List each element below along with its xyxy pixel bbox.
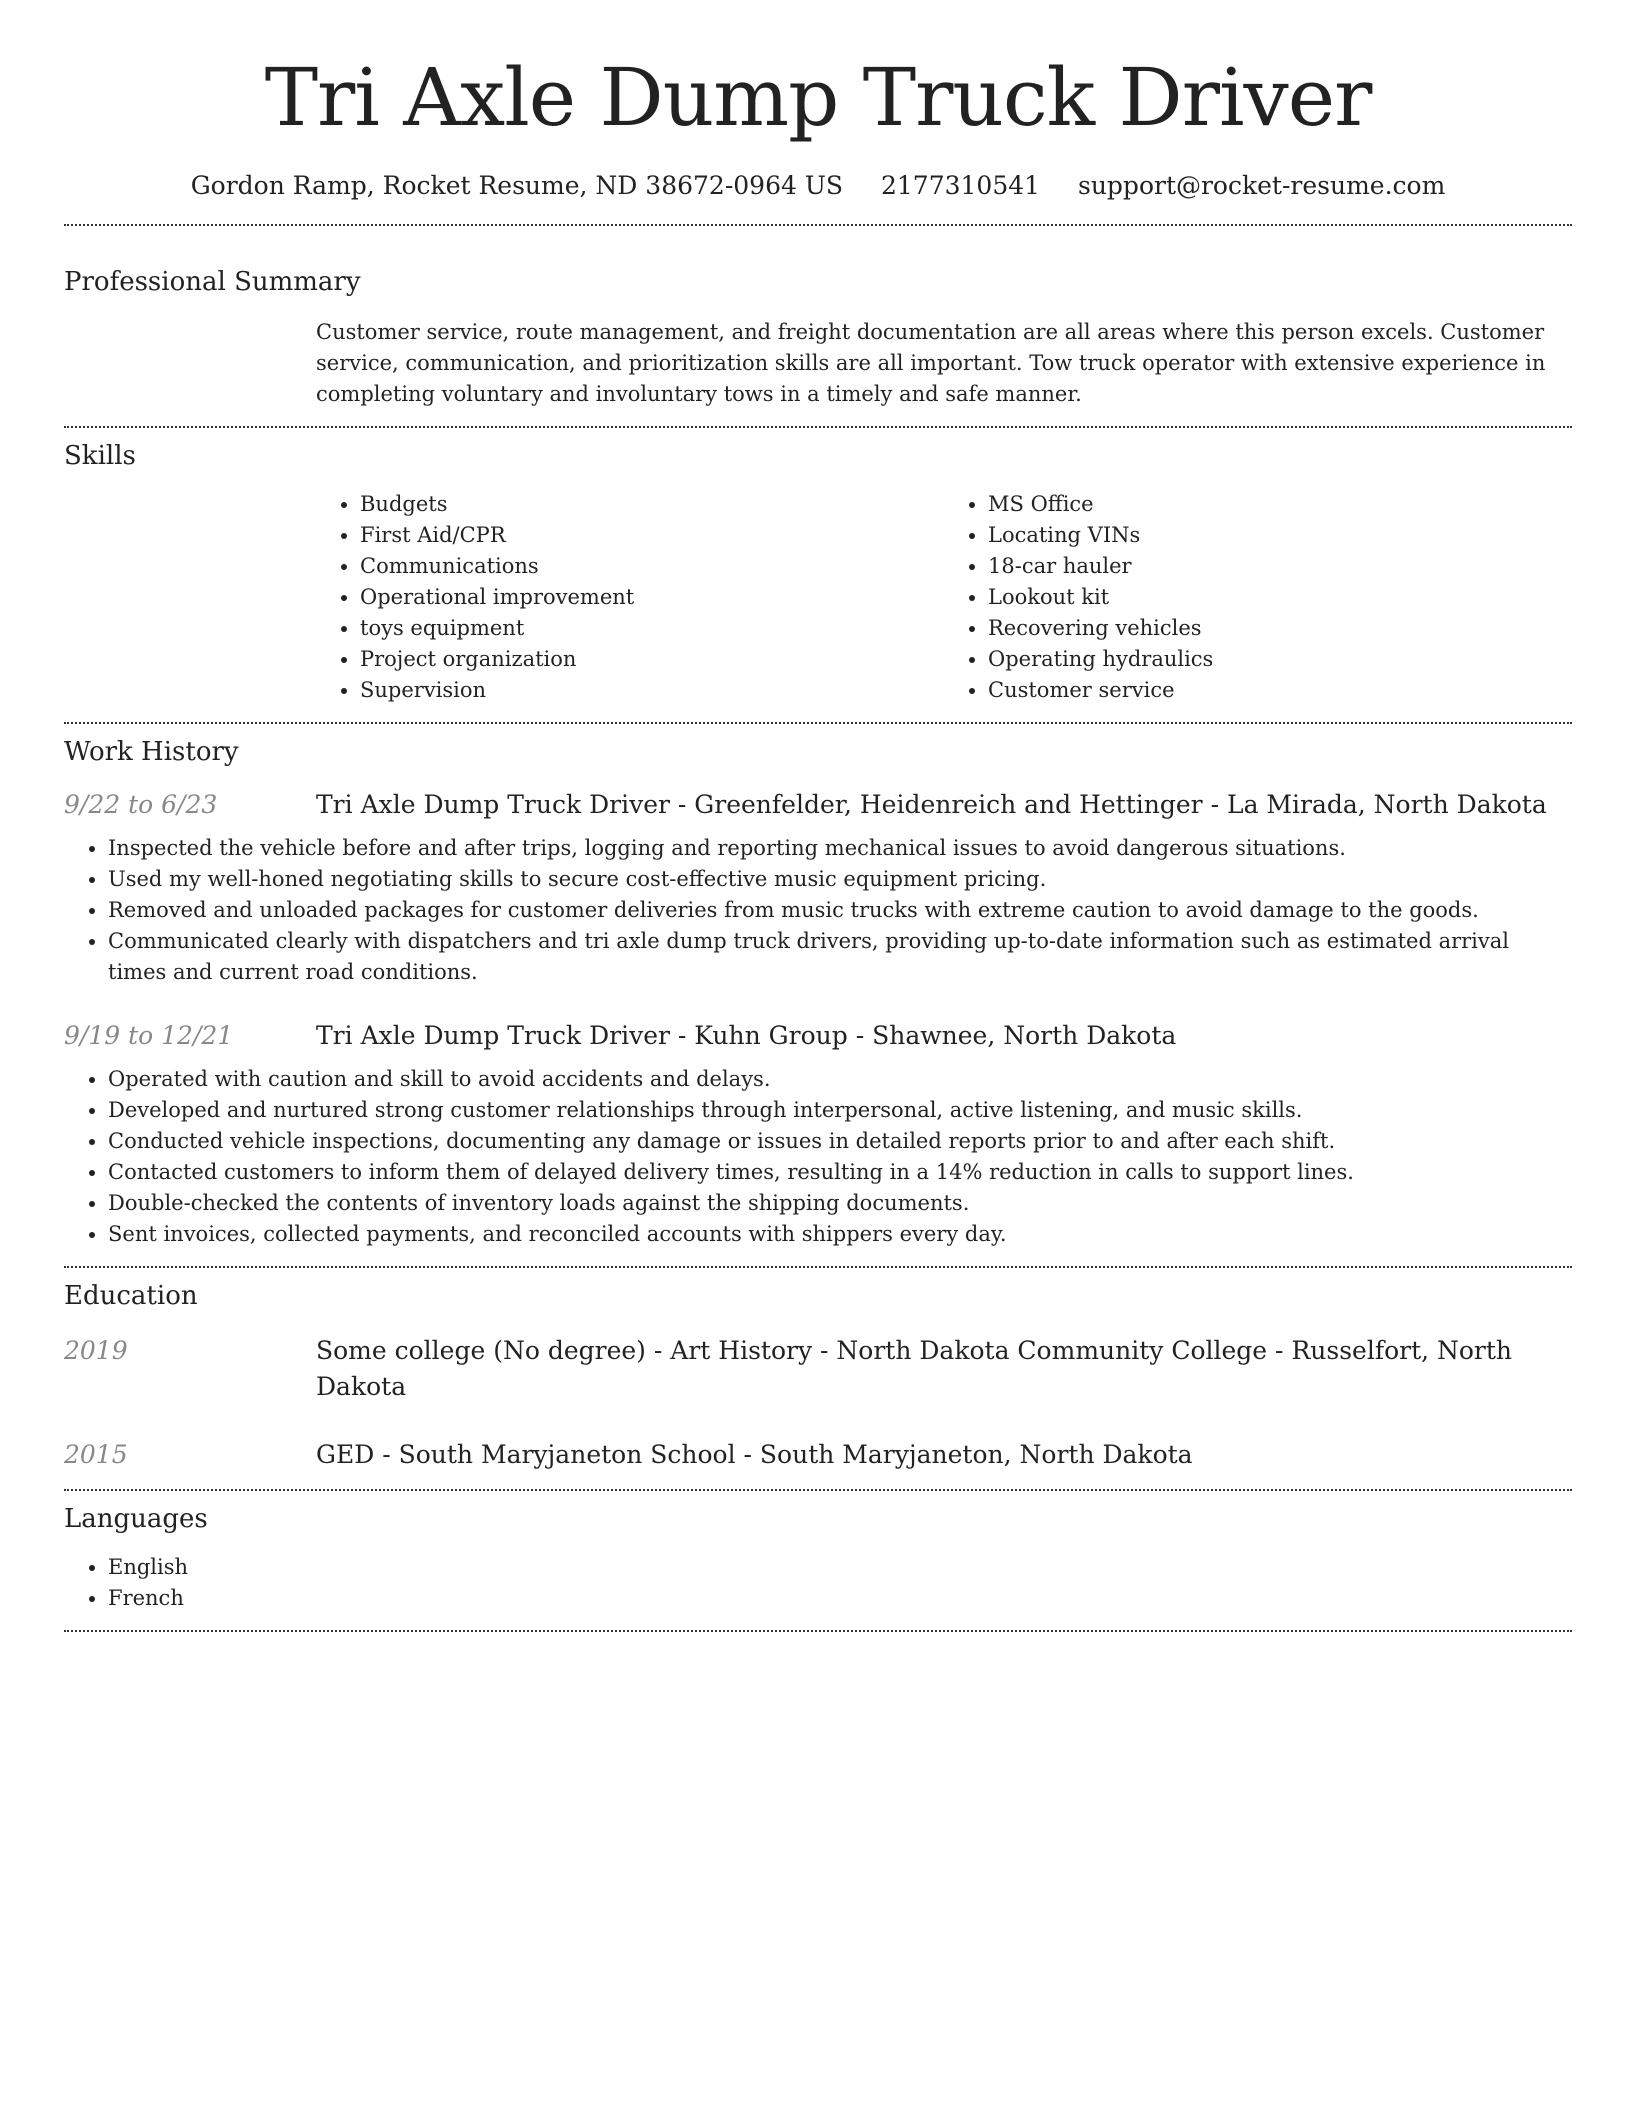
- job-location: La Mirada, North Dakota: [1226, 790, 1547, 819]
- skill-item: • toys equipment: [360, 613, 944, 644]
- education-entry: [64, 1333, 1572, 1405]
- skill-item: • Communications: [360, 551, 944, 582]
- summary-text: Customer service, route management, and freight documentation are all areas where this person excels. Customer service, communication, and prioritization skills are all important. Tow truck operator with extensive experience in completing voluntary and involuntary tows in a timely and safe manner.: [316, 320, 1546, 406]
- job-heading: Tri Axle Dump Truck Driver - Kuhn Group - Shawnee, North Dakota: [316, 1021, 1177, 1050]
- skill-item: • Supervision: [360, 675, 944, 706]
- skills-column-left: [316, 489, 944, 706]
- divider: [64, 224, 1572, 226]
- skill-item: • Lookout kit: [988, 582, 1572, 613]
- job-entry: [64, 787, 1572, 988]
- job-company: Greenfelder, Heidenreich and Hettinger: [694, 790, 1203, 819]
- job-duty: • Removed and unloaded packages for customer deliveries from music trucks with extreme caution to avoid damage to the goods.: [108, 895, 1572, 926]
- education-year: 2015: [64, 1440, 128, 1469]
- contact-phone: 2177310541: [880, 171, 1041, 200]
- languages-list: [64, 1552, 1572, 1614]
- skill-item: • MS Office: [988, 489, 1572, 520]
- contact-address: Gordon Ramp, Rocket Resume, ND 38672-0964 US: [190, 171, 844, 200]
- job-dates: 9/22 to 6/23: [64, 790, 218, 819]
- contact-line: [64, 168, 1572, 204]
- skill-item: • Operational improvement: [360, 582, 944, 613]
- languages-heading: Languages: [64, 1504, 208, 1534]
- job-duty: • Contacted customers to inform them of delayed delivery times, resulting in a 14% reduction in calls to support lines.: [108, 1157, 1572, 1188]
- education-heading: Education: [64, 1281, 198, 1311]
- work-heading: Work History: [64, 737, 239, 767]
- skills-column-right: [944, 489, 1572, 706]
- summary-heading: Professional Summary: [64, 267, 361, 297]
- resume-title: Tri Axle Dump Truck Driver: [264, 51, 1372, 144]
- resume-page: [64, 0, 1572, 1632]
- skills-list: [316, 489, 1572, 706]
- language-item: • French: [108, 1583, 1572, 1614]
- education-details: GED - South Maryjaneton School - South Maryjaneton, North Dakota: [316, 1440, 1193, 1469]
- job-title: Tri Axle Dump Truck Driver: [316, 1021, 670, 1050]
- education-details: Some college (No degree) - Art History - North Dakota Community College - Russelfort, North Dakota: [316, 1336, 1513, 1401]
- contact-email: support@rocket-resume.com: [1078, 171, 1446, 200]
- job-heading: Tri Axle Dump Truck Driver - Greenfelder, Heidenreich and Hettinger - La Mirada, North Dakota: [316, 790, 1547, 819]
- skill-item: • Customer service: [988, 675, 1572, 706]
- job-duties: [64, 833, 1572, 988]
- job-duty: • Developed and nurtured strong customer relationships through interpersonal, active listening, and music skills.: [108, 1095, 1572, 1126]
- job-duty: • Sent invoices, collected payments, and reconciled accounts with shippers every day.: [108, 1219, 1572, 1250]
- divider: [64, 426, 1572, 428]
- language-item: • English: [108, 1552, 1572, 1583]
- skill-item: • First Aid/CPR: [360, 520, 944, 551]
- education-year: 2019: [64, 1336, 128, 1365]
- job-entry: [64, 1018, 1572, 1250]
- job-duty: • Used my well-honed negotiating skills to secure cost-effective music equipment pricing.: [108, 864, 1572, 895]
- job-duty: • Inspected the vehicle before and after trips, logging and reporting mechanical issues to avoid dangerous situations.: [108, 833, 1572, 864]
- job-company: Kuhn Group: [694, 1021, 848, 1050]
- education-entry: [64, 1437, 1572, 1473]
- job-duty: • Conducted vehicle inspections, documenting any damage or issues in detailed reports prior to and after each shift.: [108, 1126, 1572, 1157]
- skill-item: • Operating hydraulics: [988, 644, 1572, 675]
- skill-item: • Locating VINs: [988, 520, 1572, 551]
- job-duty: • Double-checked the contents of inventory loads against the shipping documents.: [108, 1188, 1572, 1219]
- skill-item: • Project organization: [360, 644, 944, 675]
- job-dates: 9/19 to 12/21: [64, 1021, 234, 1050]
- divider: [64, 1266, 1572, 1268]
- divider: [64, 722, 1572, 724]
- divider: [64, 1630, 1572, 1632]
- job-location: Shawnee, North Dakota: [872, 1021, 1177, 1050]
- job-duty: • Operated with caution and skill to avoid accidents and delays.: [108, 1064, 1572, 1095]
- skills-heading: Skills: [64, 441, 136, 471]
- skill-item: • Recovering vehicles: [988, 613, 1572, 644]
- job-duties: [64, 1064, 1572, 1250]
- skill-item: • 18-car hauler: [988, 551, 1572, 582]
- job-title: Tri Axle Dump Truck Driver: [316, 790, 670, 819]
- divider: [64, 1489, 1572, 1491]
- job-duty: • Communicated clearly with dispatchers and tri axle dump truck drivers, providing up-to-date information such as estimated arrival times and current road conditions.: [108, 926, 1572, 988]
- skill-item: • Budgets: [360, 489, 944, 520]
